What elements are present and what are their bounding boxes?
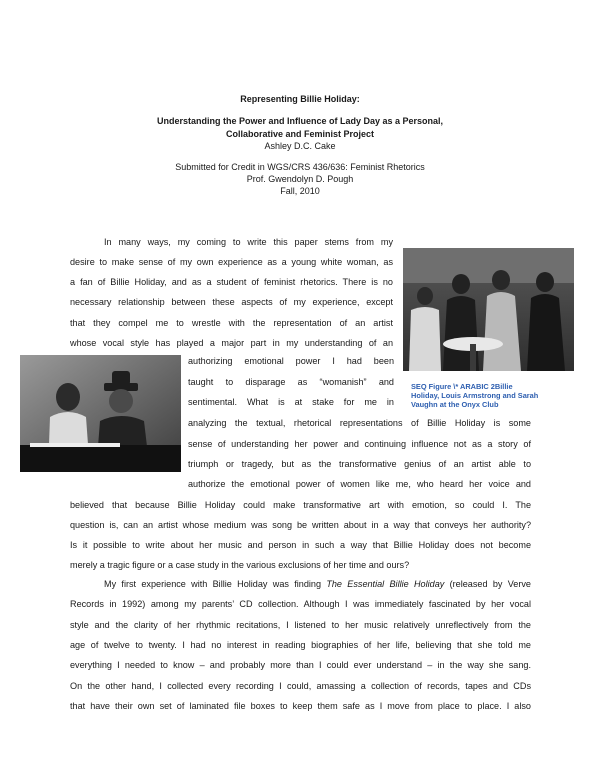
body-line: authorizing emotional power I had been <box>188 356 394 366</box>
body-text: (released by Verve <box>444 579 531 589</box>
body-line: Is it possible to write about her music and person in such a way that Billie Holiday does not become <box>70 540 531 550</box>
body-line: whose vocal style has played a major part in my understanding of an <box>70 338 393 348</box>
body-line: everything I needed to know – and probably more than I could ever understand – in the way she sang. <box>70 660 531 670</box>
body-line: necessary relationship between these aspects of my experience, except <box>70 297 393 307</box>
body-text: My first experience with Billie Holiday was finding <box>104 579 327 589</box>
caption-line-1: SEQ Figure \* ARABIC 2Billie <box>411 382 513 391</box>
body-line: analyzing the textual, rhetorical representations of Billie Holiday is some <box>188 418 531 428</box>
submission-note: Submitted for Credit in WGS/CRS 436/636: Feminist Rhetorics <box>175 161 425 172</box>
caption-line-3: Vaughn at the Onyx Club <box>411 400 499 409</box>
body-line: On the other hand, I collected every recording I could, amassing a collection of records, tapes and CDs <box>70 681 531 691</box>
onyx-club-photo-image <box>403 248 574 371</box>
body-line: believed that because Billie Holiday could make transformative art with emotion, so could I. The <box>70 500 531 510</box>
body-line: triumph or tragedy, but as the transformative genius of an artist able to <box>188 459 531 469</box>
body-line: style and the clarity of her rhythmic recitations, I listened to her music relatively unreflectively from the <box>70 620 531 630</box>
body-line: Records in 1992) among my parents’ CD collection. Although I was immediately fascinated by her vocal <box>70 599 531 609</box>
body-line: that they compel me to wrestle with the representation of an artist <box>70 318 393 328</box>
body-line: desire to make sense of my own experience as a young white woman, as <box>70 257 393 267</box>
album-title: The Essential Billie Holiday <box>326 579 445 589</box>
body-line: In many ways, my coming to write this paper stems from my <box>104 237 393 247</box>
body-line: taught to disparage as “womanish” and <box>188 377 394 387</box>
body-line: authorize the emotional power of women like me, who heard her voice and <box>188 479 531 489</box>
body-line: a fan of Billie Holiday, and as a student of feminist rhetorics. There is no <box>70 277 393 287</box>
body-line <box>104 578 531 590</box>
body-line: age of twelve to twenty. I had no interest in reading biographies of her life, believing that she told me <box>70 640 531 650</box>
body-line: sense of understanding her power and continuing influence not as a story of <box>188 439 531 449</box>
figure-caption <box>411 382 538 409</box>
professor: Prof. Gwendolyn D. Pough <box>246 174 354 185</box>
author: Ashley D.C. Cake <box>264 141 336 152</box>
paper-subtitle-line-2: Collaborative and Feminist Project <box>225 128 375 139</box>
paper-subtitle-line-1: Understanding the Power and Influence of Lady Day as a Personal, <box>156 116 444 127</box>
body-line: that have their own set of laminated file boxes to keep them safe as I move from place to place. I also <box>70 701 531 711</box>
body-line: question is, can an artist whose medium was song be written about in a way that conveys her authority? <box>70 520 531 530</box>
onyx-club-photo <box>403 248 574 371</box>
piano-photo-image <box>20 355 181 472</box>
body-line: sentimental. What is at stake for me in <box>188 397 394 407</box>
term: Fall, 2010 <box>280 186 320 197</box>
body-line: merely a tragic figure or a case study in the various exclusions of her time and ours? <box>70 560 410 570</box>
title-block <box>0 93 600 198</box>
caption-line-2: Holiday, Louis Armstrong and Sarah <box>411 391 539 400</box>
piano-photo <box>20 355 181 472</box>
paper-title: Representing Billie Holiday: <box>240 94 360 104</box>
